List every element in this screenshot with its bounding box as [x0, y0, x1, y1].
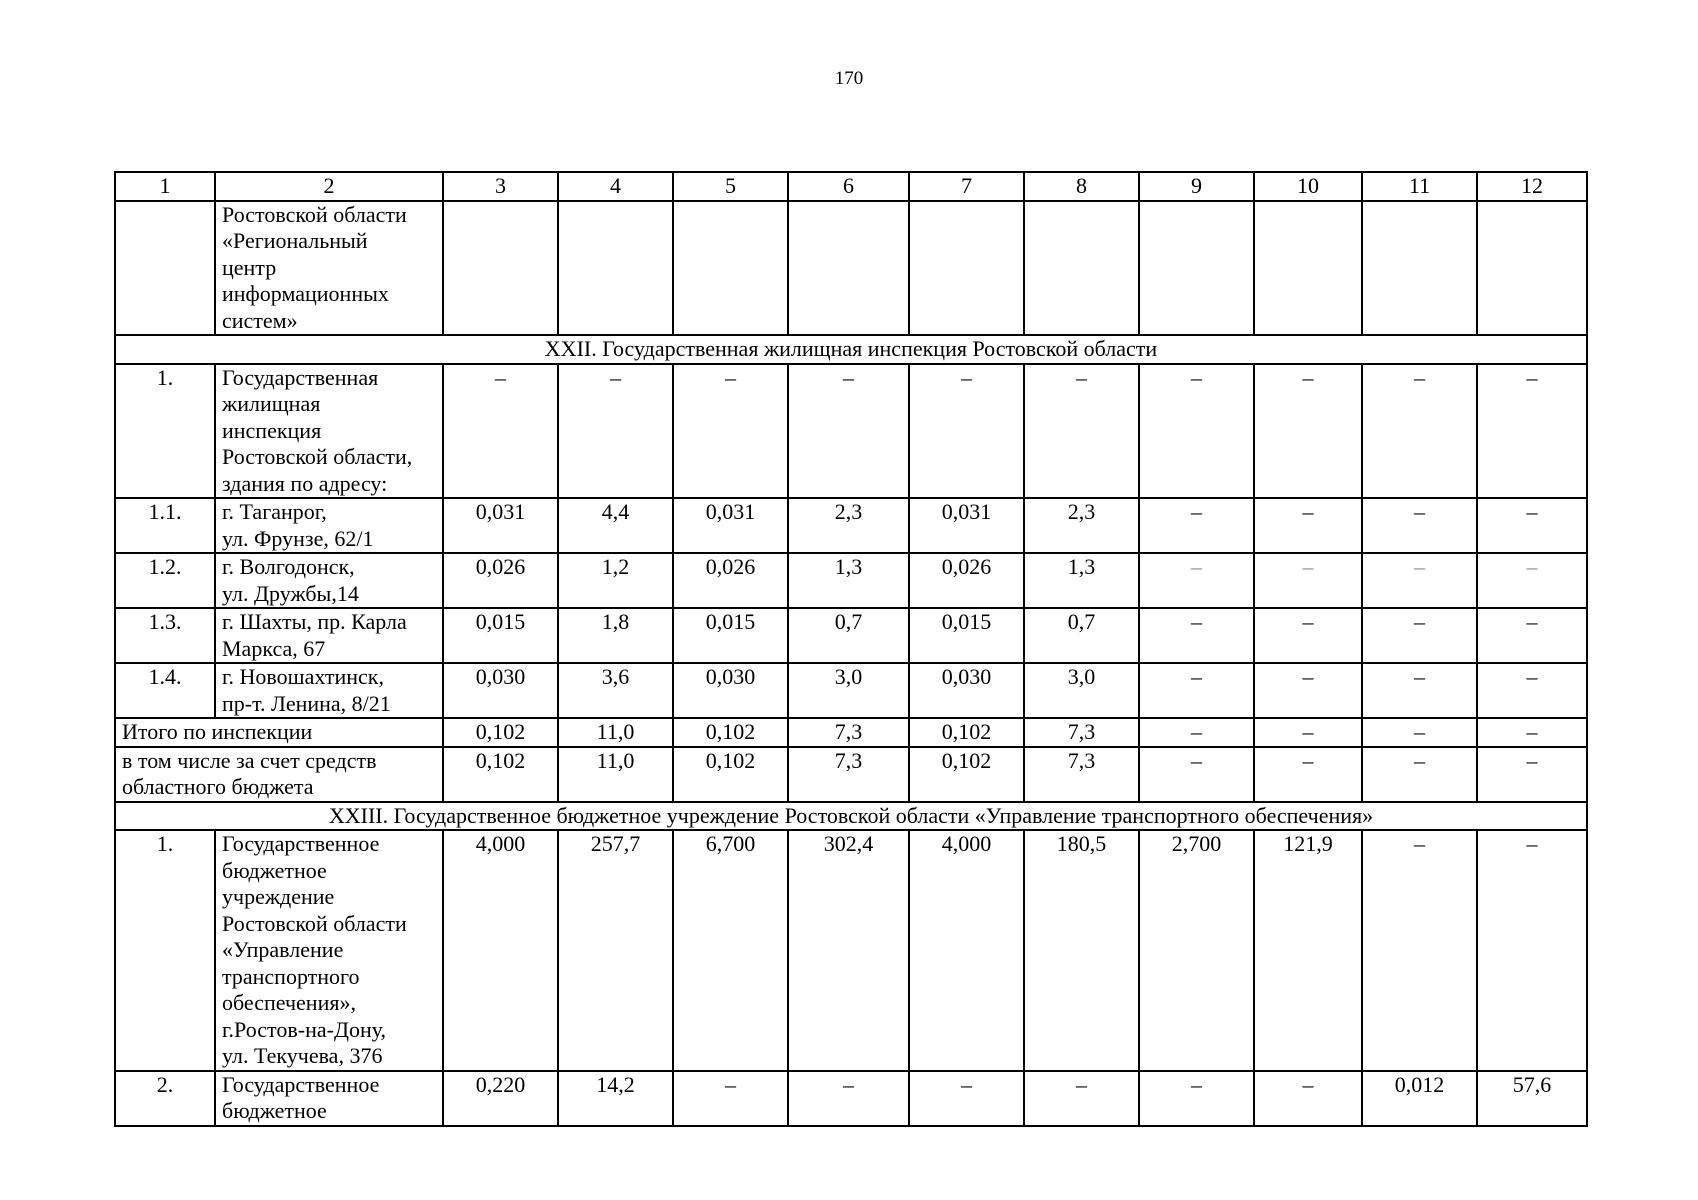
- object-name-line: г. Новошахтинск,: [222, 664, 384, 689]
- data-table: [114, 171, 1588, 1127]
- value-cell: [909, 201, 1024, 336]
- value-cell: –: [1139, 663, 1254, 718]
- value-cell: 121,9: [1254, 830, 1362, 1071]
- value-cell: 11,0: [558, 718, 673, 747]
- column-number: 4: [558, 172, 673, 201]
- section-heading: XXII. Государственная жилищная инспекция Ростовской области: [115, 335, 1587, 364]
- value-cell: 7,3: [788, 747, 909, 802]
- value-cell: –: [1362, 364, 1477, 499]
- value-cell: 0,015: [909, 608, 1024, 663]
- object-name-line: бюджетное: [222, 1098, 327, 1123]
- value-cell: –: [1254, 364, 1362, 499]
- value-cell: 0,102: [909, 718, 1024, 747]
- value-cell: 1,3: [788, 553, 909, 608]
- value-cell: 2,3: [1024, 498, 1139, 553]
- total-label: [115, 718, 443, 747]
- object-name: [215, 608, 443, 663]
- value-cell: –: [1254, 608, 1362, 663]
- row-number: 1.: [115, 364, 215, 499]
- value-cell: –: [1139, 747, 1254, 802]
- object-name-line: Маркса, 67: [222, 635, 326, 661]
- value-cell: 11,0: [558, 747, 673, 802]
- value-cell: 0,026: [443, 553, 558, 608]
- object-name-line: бюджетное: [222, 857, 327, 883]
- object-name-line: ул. Дружбы,14: [222, 580, 359, 606]
- object-name: [215, 553, 443, 608]
- value-cell: –: [1477, 830, 1587, 1071]
- object-name-line: «Региональный: [222, 228, 368, 253]
- value-cell: [558, 201, 673, 336]
- value-cell: [1477, 201, 1587, 336]
- value-cell: –: [1477, 498, 1587, 553]
- object-name-line: г. Шахты, пр. Карла: [222, 609, 407, 634]
- object-name-line: обеспечения»,: [222, 990, 356, 1015]
- value-cell: 0,031: [673, 498, 788, 553]
- value-cell: 6,700: [673, 830, 788, 1071]
- row-number: 1.4.: [115, 663, 215, 718]
- value-cell: –: [788, 364, 909, 499]
- row-number: 1.2.: [115, 553, 215, 608]
- page-number: 170: [834, 68, 864, 89]
- section-row: [115, 335, 1587, 364]
- value-cell: 180,5: [1024, 830, 1139, 1071]
- value-cell: [673, 201, 788, 336]
- value-cell: 0,102: [673, 747, 788, 802]
- column-number: 2: [215, 172, 443, 201]
- row-number: 1.3.: [115, 608, 215, 663]
- value-cell: –: [1362, 608, 1477, 663]
- value-cell: –: [1477, 663, 1587, 718]
- value-cell: [443, 201, 558, 336]
- column-number: 9: [1139, 172, 1254, 201]
- value-cell: 0,012: [1362, 1071, 1477, 1126]
- value-cell: –: [1139, 608, 1254, 663]
- value-cell: [1024, 201, 1139, 336]
- object-name-line: центр: [222, 254, 277, 280]
- value-cell: [788, 201, 909, 336]
- column-number: 1: [115, 172, 215, 201]
- column-number: 12: [1477, 172, 1587, 201]
- value-cell: 1,3: [1024, 553, 1139, 608]
- value-cell: –: [1024, 364, 1139, 499]
- object-name: [215, 1071, 443, 1126]
- row-number: [115, 201, 215, 336]
- value-cell: 0,102: [673, 718, 788, 747]
- object-name-line: информационных: [222, 281, 389, 306]
- row-number: 1.: [115, 830, 215, 1071]
- column-number: 8: [1024, 172, 1139, 201]
- value-cell: 0,026: [909, 553, 1024, 608]
- object-name-line: Государственная: [222, 364, 379, 390]
- table-row: [115, 663, 1587, 718]
- value-cell: –: [1477, 364, 1587, 499]
- object-name-line: г.Ростов-на-Дону,: [222, 1016, 387, 1042]
- table-row: [115, 1071, 1587, 1126]
- object-name-line: Ростовской области: [222, 910, 407, 936]
- object-name-line: инспекция: [222, 417, 322, 443]
- value-cell: –: [1477, 608, 1587, 663]
- value-cell: 257,7: [558, 830, 673, 1071]
- value-cell: [1139, 201, 1254, 336]
- value-cell: [1254, 201, 1362, 336]
- value-cell: 0,015: [443, 608, 558, 663]
- value-cell: 1,2: [558, 553, 673, 608]
- value-cell: –: [443, 364, 558, 499]
- value-cell: 3,0: [788, 663, 909, 718]
- object-name-line: систем»: [222, 307, 298, 333]
- value-cell: 2,700: [1139, 830, 1254, 1071]
- total-label: [115, 747, 443, 802]
- value-cell: –: [1477, 553, 1587, 608]
- object-name-line: «Управление: [222, 937, 344, 962]
- value-cell: 0,030: [443, 663, 558, 718]
- object-name-line: учреждение: [222, 884, 335, 909]
- value-cell: 1,8: [558, 608, 673, 663]
- value-cell: 0,102: [443, 747, 558, 802]
- column-number: 10: [1254, 172, 1362, 201]
- value-cell: –: [1139, 553, 1254, 608]
- object-name-line: Государственное: [222, 1071, 380, 1097]
- value-cell: –: [1139, 498, 1254, 553]
- value-cell: 7,3: [1024, 718, 1139, 747]
- object-name-line: Ростовской области: [222, 201, 407, 227]
- value-cell: 0,030: [673, 663, 788, 718]
- object-name-line: Ростовской области,: [222, 444, 413, 469]
- object-name: [215, 663, 443, 718]
- value-cell: –: [1254, 663, 1362, 718]
- total-label-line: областного бюджета: [122, 774, 314, 799]
- column-number: 11: [1362, 172, 1477, 201]
- section-heading: XXIII. Государственное бюджетное учреждение Ростовской области «Управление транспортного обеспечения»: [115, 802, 1587, 831]
- value-cell: –: [1362, 553, 1477, 608]
- value-cell: –: [1362, 718, 1477, 747]
- value-cell: [1362, 201, 1477, 336]
- column-number: 3: [443, 172, 558, 201]
- table-row: [115, 201, 1587, 336]
- value-cell: 7,3: [788, 718, 909, 747]
- object-name-line: г. Волгодонск,: [222, 554, 355, 579]
- value-cell: –: [909, 1071, 1024, 1126]
- value-cell: –: [1254, 498, 1362, 553]
- value-cell: 3,6: [558, 663, 673, 718]
- value-cell: 4,4: [558, 498, 673, 553]
- value-cell: 0,030: [909, 663, 1024, 718]
- value-cell: 2,3: [788, 498, 909, 553]
- value-cell: –: [1254, 553, 1362, 608]
- table-row: [115, 498, 1587, 553]
- value-cell: 7,3: [1024, 747, 1139, 802]
- total-label-line: Итого по инспекции: [122, 719, 313, 744]
- object-name-line: пр-т. Ленина, 8/21: [222, 690, 391, 716]
- value-cell: –: [1254, 1071, 1362, 1126]
- value-cell: –: [1139, 364, 1254, 499]
- value-cell: 0,031: [909, 498, 1024, 553]
- total-row: [115, 747, 1587, 802]
- object-name-line: ул. Фрунзе, 62/1: [222, 525, 374, 551]
- object-name-line: Государственное: [222, 831, 380, 856]
- value-cell: 0,7: [788, 608, 909, 663]
- value-cell: –: [1362, 498, 1477, 553]
- value-cell: 0,031: [443, 498, 558, 553]
- value-cell: 0,102: [909, 747, 1024, 802]
- value-cell: 4,000: [909, 830, 1024, 1071]
- value-cell: 0,7: [1024, 608, 1139, 663]
- value-cell: –: [673, 1071, 788, 1126]
- value-cell: –: [1477, 747, 1587, 802]
- value-cell: –: [1362, 830, 1477, 1071]
- value-cell: –: [788, 1071, 909, 1126]
- column-number: 7: [909, 172, 1024, 201]
- value-cell: 0,015: [673, 608, 788, 663]
- value-cell: –: [1139, 1071, 1254, 1126]
- total-label-line: в том числе за счет средств: [122, 747, 377, 773]
- object-name: [215, 364, 443, 499]
- column-number-row: [115, 172, 1587, 201]
- value-cell: 0,102: [443, 718, 558, 747]
- table-row: [115, 553, 1587, 608]
- value-cell: 0,220: [443, 1071, 558, 1126]
- object-name-line: г. Таганрог,: [222, 499, 327, 524]
- value-cell: –: [1254, 747, 1362, 802]
- value-cell: –: [1362, 747, 1477, 802]
- column-number: 5: [673, 172, 788, 201]
- object-name: [215, 201, 443, 336]
- value-cell: –: [1477, 718, 1587, 747]
- object-name: [215, 830, 443, 1071]
- object-name-line: здания по адресу:: [222, 470, 388, 496]
- value-cell: 0,026: [673, 553, 788, 608]
- value-cell: 302,4: [788, 830, 909, 1071]
- value-cell: 57,6: [1477, 1071, 1587, 1126]
- row-number: 1.1.: [115, 498, 215, 553]
- value-cell: –: [673, 364, 788, 499]
- value-cell: 3,0: [1024, 663, 1139, 718]
- object-name-line: жилищная: [222, 391, 321, 416]
- total-row: [115, 718, 1587, 747]
- table-row: [115, 364, 1587, 499]
- value-cell: –: [1254, 718, 1362, 747]
- value-cell: –: [1362, 663, 1477, 718]
- object-name-line: ул. Текучева, 376: [222, 1043, 383, 1068]
- value-cell: –: [1024, 1071, 1139, 1126]
- column-number: 6: [788, 172, 909, 201]
- value-cell: –: [1139, 718, 1254, 747]
- object-name-line: транспортного: [222, 963, 360, 989]
- table-row: [115, 608, 1587, 663]
- section-row: [115, 802, 1587, 831]
- value-cell: –: [558, 364, 673, 499]
- table-row: [115, 830, 1587, 1071]
- value-cell: –: [909, 364, 1024, 499]
- object-name: [215, 498, 443, 553]
- row-number: 2.: [115, 1071, 215, 1126]
- value-cell: 4,000: [443, 830, 558, 1071]
- value-cell: 14,2: [558, 1071, 673, 1126]
